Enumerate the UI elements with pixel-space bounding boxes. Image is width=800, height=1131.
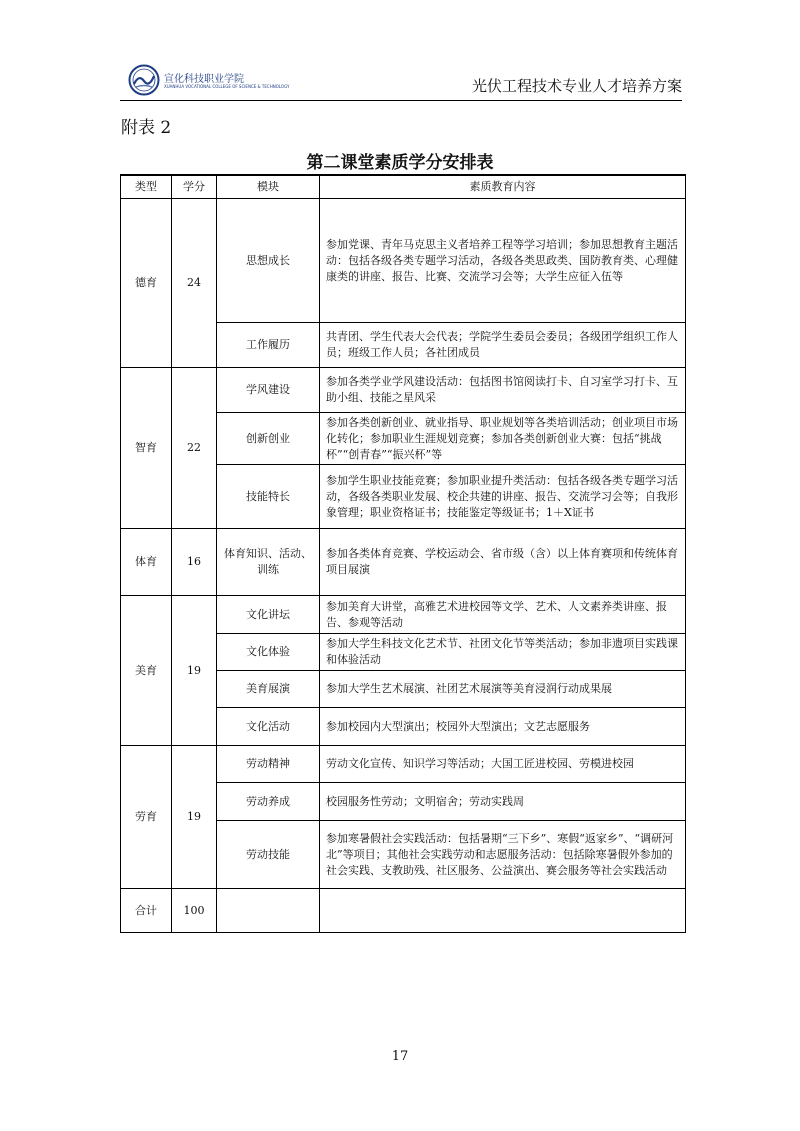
category-cell: 体育 [121, 529, 172, 596]
credits-cell: 24 [172, 199, 217, 368]
column-header-credits: 学分 [172, 175, 217, 199]
school-name-en: XUANHUA VOCATIONAL COLLEGE OF SCIENCE & TECHNOLOGY [164, 84, 290, 89]
credits-cell: 22 [172, 368, 217, 529]
credits-cell: 16 [172, 529, 217, 596]
content-cell: 参加学生职业技能竞赛；参加职业提升类活动：包括各级各类专题学习活动，各级各类职业发展、校企共建的讲座、报告、交流学习会等；自我形象管理；职业资格证书；技能鉴定等级证书；1＋X证书 [320, 465, 686, 529]
content-cell: 共青团、学生代表大会代表；学院学生委员会委员；各级团学组织工作人员；班级工作人员；各社团成员 [320, 323, 686, 368]
total-credits-cell: 100 [172, 889, 217, 933]
module-cell: 技能特长 [217, 465, 320, 529]
table-row [121, 529, 686, 596]
category-cell: 智育 [121, 368, 172, 529]
module-cell: 体育知识、活动、训练 [217, 529, 320, 596]
column-header-type: 类型 [121, 175, 172, 199]
module-cell: 思想成长 [217, 199, 320, 323]
empty-cell [217, 889, 320, 933]
content-cell: 参加美育大讲堂，高雅艺术进校园等文学、艺术、人文素养类讲座、报告、参观等活动 [320, 596, 686, 634]
table-row [121, 596, 686, 634]
table-header-row [121, 175, 686, 199]
module-cell: 工作履历 [217, 323, 320, 368]
total-label-cell: 合计 [121, 889, 172, 933]
module-cell: 文化体验 [217, 634, 320, 671]
module-cell: 劳动技能 [217, 821, 320, 889]
school-name: 宣化科技职业学院 [164, 74, 244, 85]
school-logo-icon [128, 64, 160, 96]
content-cell: 参加各类体育竞赛、学校运动会、省市级（含）以上体育赛项和传统体育项目展演 [320, 529, 686, 596]
table-title: 第二课堂素质学分安排表 [306, 153, 494, 173]
credits-cell: 19 [172, 596, 217, 746]
content-cell: 参加各类学业学风建设活动：包括图书馆阅读打卡、自习室学习打卡、互助小组、技能之星风采 [320, 368, 686, 413]
module-cell: 文化讲坛 [217, 596, 320, 634]
content-cell: 参加各类创新创业、就业指导、职业规划等各类培训活动；创业项目市场化转化；参加职业生涯规划竞赛；参加各类创新创业大赛：包括“挑战杯”“创青春”“振兴杯”等 [320, 413, 686, 465]
content-cell: 校园服务性劳动；文明宿舍；劳动实践周 [320, 783, 686, 821]
content-cell: 参加党课、青年马克思主义者培养工程等学习培训；参加思想教育主题活动：包括各级各类专题学习活动，各级各类思政类、国防教育类、心理健康类的讲座、报告、比赛、交流学习会等；大学生应征入伍等 [320, 199, 686, 323]
module-cell: 文化活动 [217, 708, 320, 746]
header-divider [120, 100, 682, 101]
page-header [120, 62, 682, 100]
document-title: 光伏工程技术专业人才培养方案 [471, 77, 682, 95]
module-cell: 美育展演 [217, 671, 320, 708]
empty-cell [320, 889, 686, 933]
category-cell: 美育 [121, 596, 172, 746]
content-cell: 参加校园内大型演出；校园外大型演出；文艺志愿服务 [320, 708, 686, 746]
page-number: 17 [391, 1049, 409, 1064]
category-cell: 德育 [121, 199, 172, 368]
module-cell: 劳动精神 [217, 746, 320, 783]
table-row [121, 746, 686, 783]
content-cell: 参加寒暑假社会实践活动：包括暑期“三下乡”、寒假“返家乡”、“调研河北”等项目；其他社会实践劳动和志愿服务活动：包括除寒暑假外参加的社会实践、支教助残、社区服务、公益演出、赛会服务等社会实践活动 [320, 821, 686, 889]
content-cell: 参加大学生艺术展演、社团艺术展演等美育浸润行动成果展 [320, 671, 686, 708]
table-row [121, 199, 686, 323]
column-header-content: 素质教育内容 [320, 175, 686, 199]
module-cell: 学风建设 [217, 368, 320, 413]
credits-cell: 19 [172, 746, 217, 889]
content-cell: 劳动文化宣传、知识学习等活动；大国工匠进校园、劳模进校园 [320, 746, 686, 783]
total-row [121, 889, 686, 933]
module-cell: 劳动养成 [217, 783, 320, 821]
column-header-module: 模块 [217, 175, 320, 199]
credits-table [120, 174, 686, 933]
table-row [121, 368, 686, 413]
module-cell: 创新创业 [217, 413, 320, 465]
category-cell: 劳育 [121, 746, 172, 889]
appendix-label: 附表 2 [121, 118, 172, 138]
content-cell: 参加大学生科技文化艺术节、社团文化节等类活动；参加非遗项目实践课和体验活动 [320, 634, 686, 671]
